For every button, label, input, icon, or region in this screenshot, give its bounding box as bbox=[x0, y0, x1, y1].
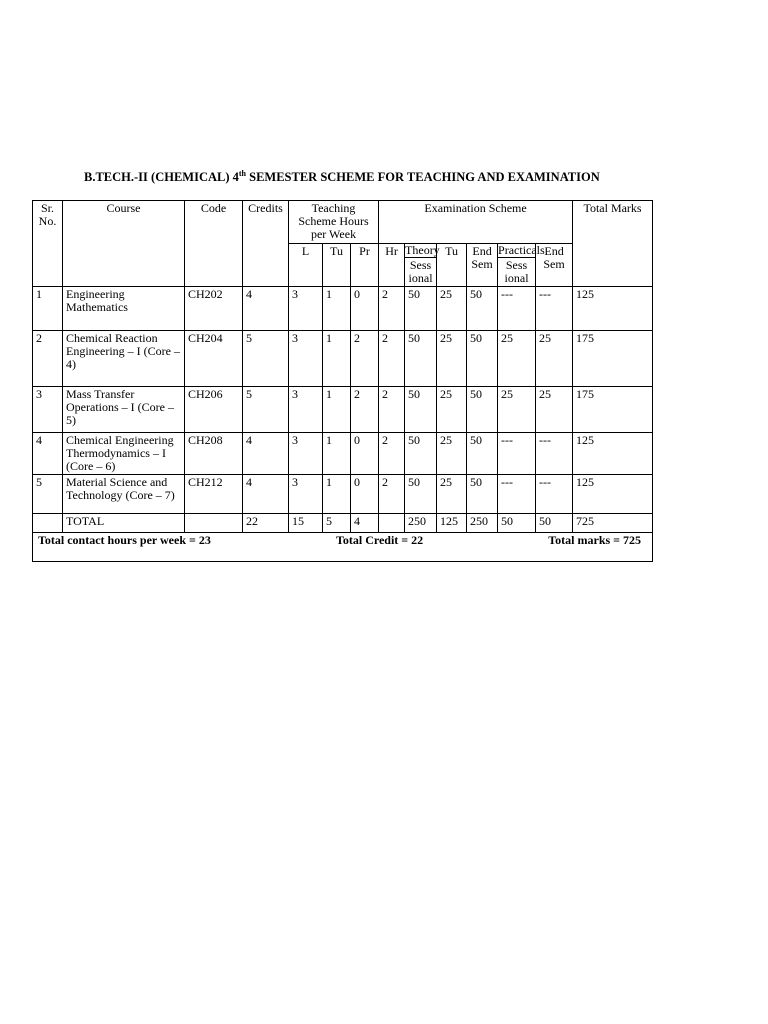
cell-sr: 3 bbox=[33, 387, 63, 433]
header-prac-end-sem: End Sem bbox=[536, 244, 573, 287]
cell-sr: 4 bbox=[33, 433, 63, 475]
cell-total: 175 bbox=[573, 387, 653, 433]
cell-credits: 5 bbox=[243, 331, 289, 387]
cell-course: Material Science and Technology (Core – 7) bbox=[63, 475, 185, 514]
cell-pr: 0 bbox=[351, 433, 379, 475]
cell-tu: 1 bbox=[323, 287, 351, 331]
cell-tu: 1 bbox=[323, 433, 351, 475]
title-suffix: SEMESTER SCHEME FOR TEACHING AND EXAMINATION bbox=[246, 170, 600, 184]
cell-hr bbox=[379, 514, 405, 533]
header-theory-tu: Tu bbox=[437, 244, 467, 287]
cell-hr: 2 bbox=[379, 287, 405, 331]
cell-sr: 5 bbox=[33, 475, 63, 514]
table-row bbox=[33, 287, 653, 331]
cell-pr: 2 bbox=[351, 387, 379, 433]
cell-course: Engineering Mathematics bbox=[63, 287, 185, 331]
table-row bbox=[33, 433, 653, 475]
header-tu: Tu bbox=[323, 244, 351, 287]
cell-prac-sessional: --- bbox=[498, 475, 536, 514]
cell-pr: 4 bbox=[351, 514, 379, 533]
cell-code: CH202 bbox=[185, 287, 243, 331]
cell-code: CH212 bbox=[185, 475, 243, 514]
header-sr-no: Sr. No. bbox=[33, 201, 63, 287]
cell-end-sem: 50 bbox=[467, 287, 498, 331]
table-row bbox=[33, 387, 653, 433]
cell-total: 725 bbox=[573, 514, 653, 533]
cell-l: 15 bbox=[289, 514, 323, 533]
cell-tu: 5 bbox=[323, 514, 351, 533]
header-examination-scheme: Examination Scheme bbox=[379, 201, 573, 244]
cell-sessional: 50 bbox=[405, 387, 437, 433]
cell-sessional: 50 bbox=[405, 475, 437, 514]
cell-prac-end-sem: 25 bbox=[536, 387, 573, 433]
header-prac-sessional-label: Sess ional bbox=[504, 258, 529, 285]
cell-total-label: TOTAL bbox=[63, 514, 185, 533]
cell-prac-sessional: 50 bbox=[498, 514, 536, 533]
scheme-table bbox=[32, 200, 653, 562]
header-theory-sessional bbox=[405, 243, 440, 287]
cell-end-sem: 50 bbox=[467, 433, 498, 475]
cell-prac-end-sem: --- bbox=[536, 475, 573, 514]
cell-end-sem: 50 bbox=[467, 331, 498, 387]
cell-tu: 1 bbox=[323, 331, 351, 387]
cell-sessional: 50 bbox=[405, 287, 437, 331]
cell-total: 125 bbox=[573, 287, 653, 331]
header-code: Code bbox=[185, 201, 243, 287]
header-sessional-label: Sess ional bbox=[408, 258, 433, 285]
cell-theory-tu: 25 bbox=[437, 433, 467, 475]
cell-credits: 4 bbox=[243, 475, 289, 514]
cell-end-sem: 250 bbox=[467, 514, 498, 533]
header-pr: Pr bbox=[351, 244, 379, 287]
cell-course: Mass Transfer Operations – I (Core – 5) bbox=[63, 387, 185, 433]
cell-credits: 4 bbox=[243, 287, 289, 331]
cell-pr: 0 bbox=[351, 287, 379, 331]
cell-theory-tu: 125 bbox=[437, 514, 467, 533]
header-hr: Hr bbox=[379, 244, 405, 287]
table-row bbox=[33, 331, 653, 387]
cell-hr: 2 bbox=[379, 387, 405, 433]
header-l: L bbox=[289, 244, 323, 287]
cell-prac-end-sem: 25 bbox=[536, 331, 573, 387]
header-end-sem: End Sem bbox=[467, 244, 498, 287]
cell-prac-end-sem: --- bbox=[536, 287, 573, 331]
cell-sr: 1 bbox=[33, 287, 63, 331]
cell-course: Chemical Reaction Engineering – I (Core – 4) bbox=[63, 331, 185, 387]
cell-theory-tu: 25 bbox=[437, 287, 467, 331]
header-teaching-scheme: Teaching Scheme Hours per Week bbox=[289, 201, 379, 244]
cell-total: 175 bbox=[573, 331, 653, 387]
header-course: Course bbox=[63, 201, 185, 287]
cell-tu: 1 bbox=[323, 387, 351, 433]
footer-row bbox=[33, 533, 653, 562]
cell-hr: 2 bbox=[379, 331, 405, 387]
cell-pr: 2 bbox=[351, 331, 379, 387]
title-superscript: th bbox=[238, 168, 246, 178]
title-prefix: B.TECH.-II (CHEMICAL) 4 bbox=[84, 170, 239, 184]
cell-hr: 2 bbox=[379, 433, 405, 475]
page-title bbox=[84, 170, 600, 185]
cell-theory-tu: 25 bbox=[437, 475, 467, 514]
cell-credits: 5 bbox=[243, 387, 289, 433]
cell-sr: 2 bbox=[33, 331, 63, 387]
cell-sessional: 50 bbox=[405, 433, 437, 475]
cell-l: 3 bbox=[289, 433, 323, 475]
cell-code: CH204 bbox=[185, 331, 243, 387]
header-theory-group-label: Theory bbox=[405, 243, 440, 257]
total-row bbox=[33, 514, 653, 533]
cell-sessional: 50 bbox=[405, 331, 437, 387]
cell-prac-sessional: --- bbox=[498, 287, 536, 331]
cell-prac-sessional: 25 bbox=[498, 331, 536, 387]
cell-total: 125 bbox=[573, 433, 653, 475]
cell-total: 125 bbox=[573, 475, 653, 514]
cell-l: 3 bbox=[289, 287, 323, 331]
cell-hr: 2 bbox=[379, 475, 405, 514]
footer-total-credit: Total Credit = 22 bbox=[335, 533, 424, 547]
cell-code: CH206 bbox=[185, 387, 243, 433]
cell-prac-sessional: 25 bbox=[498, 387, 536, 433]
cell-end-sem: 50 bbox=[467, 387, 498, 433]
table-row bbox=[33, 475, 653, 514]
cell-end-sem: 50 bbox=[467, 475, 498, 514]
cell-theory-tu: 25 bbox=[437, 331, 467, 387]
footer-cell bbox=[33, 533, 653, 562]
cell-sr bbox=[33, 514, 63, 533]
cell-theory-tu: 25 bbox=[437, 387, 467, 433]
cell-l: 3 bbox=[289, 331, 323, 387]
cell-l: 3 bbox=[289, 387, 323, 433]
header-credits: Credits bbox=[243, 201, 289, 287]
cell-tu: 1 bbox=[323, 475, 351, 514]
cell-course: Chemical Engineering Thermodynamics – I (Core – 6) bbox=[63, 433, 185, 475]
cell-sessional: 250 bbox=[405, 514, 437, 533]
cell-l: 3 bbox=[289, 475, 323, 514]
cell-prac-sessional: --- bbox=[498, 433, 536, 475]
header-practicals-group-label: Practicals bbox=[498, 243, 545, 257]
cell-prac-end-sem: 50 bbox=[536, 514, 573, 533]
header-total-marks: Total Marks bbox=[573, 201, 653, 287]
cell-code: CH208 bbox=[185, 433, 243, 475]
cell-credits: 4 bbox=[243, 433, 289, 475]
header-prac-sessional bbox=[498, 243, 545, 287]
cell-code bbox=[185, 514, 243, 533]
cell-prac-end-sem: --- bbox=[536, 433, 573, 475]
footer-contact-hours: Total contact hours per week = 23 bbox=[38, 533, 211, 547]
cell-pr: 0 bbox=[351, 475, 379, 514]
footer-total-marks: Total marks = 725 bbox=[548, 533, 642, 547]
cell-credits: 22 bbox=[243, 514, 289, 533]
